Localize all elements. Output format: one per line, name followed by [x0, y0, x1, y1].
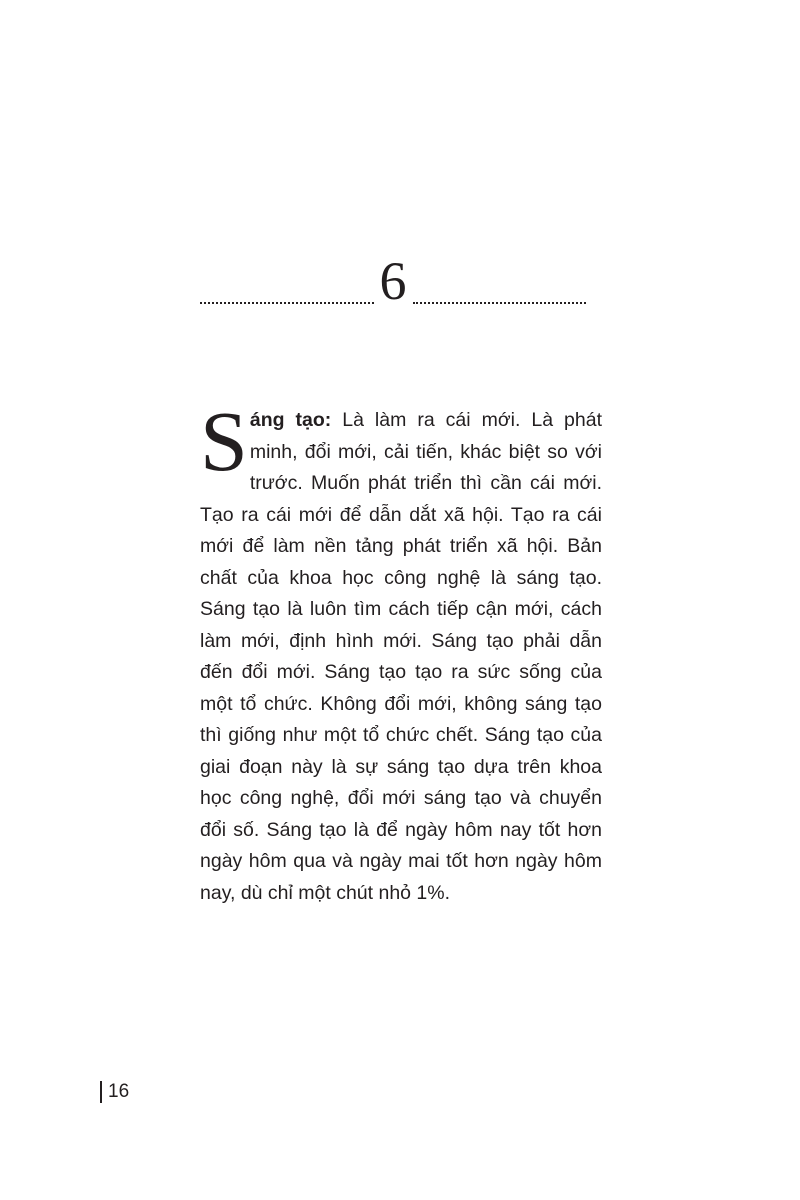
- dotted-rule-right: [413, 302, 587, 304]
- lead-term: áng tạo:: [249, 409, 332, 431]
- chapter-header: [200, 248, 586, 311]
- article-body: [200, 393, 602, 909]
- article-text: Là làm ra cái mới. Là phát minh, đổi mới, cải tiến, khác biệt so với trước. Muốn phát triển thì cần cái mới. Tạo ra cái mới để dẫn dắt xã hội. Tạo ra cái mới để làm nền tảng phát triển xã hội. Bản chất của khoa học công nghệ là sáng tạo. Sáng tạo là luôn tìm cách tiếp cận mới, cách làm mới, định hình mới. Sáng tạo phải dẫn đến đổi mới. Sáng tạo tạo ra sức sống của một tổ chức. Không đổi mới, không sáng tạo thì giống như một tổ chức chết. Sáng tạo của giai đoạn này là sự sáng tạo dựa trên khoa học công nghệ, đổi mới sáng tạo và chuyển đổi số. Sáng tạo là để ngày hôm nay tốt hơn ngày hôm qua và ngày mai tốt hơn ngày hôm nay, dù chỉ một chút nhỏ 1%.: [200, 409, 602, 904]
- page-number: 16: [108, 1081, 130, 1102]
- folio-bar: [100, 1081, 102, 1103]
- drop-cap: S: [200, 393, 248, 489]
- dotted-rule-left: [200, 302, 374, 304]
- page-footer: [100, 1081, 129, 1103]
- chapter-number: 6: [379, 251, 407, 311]
